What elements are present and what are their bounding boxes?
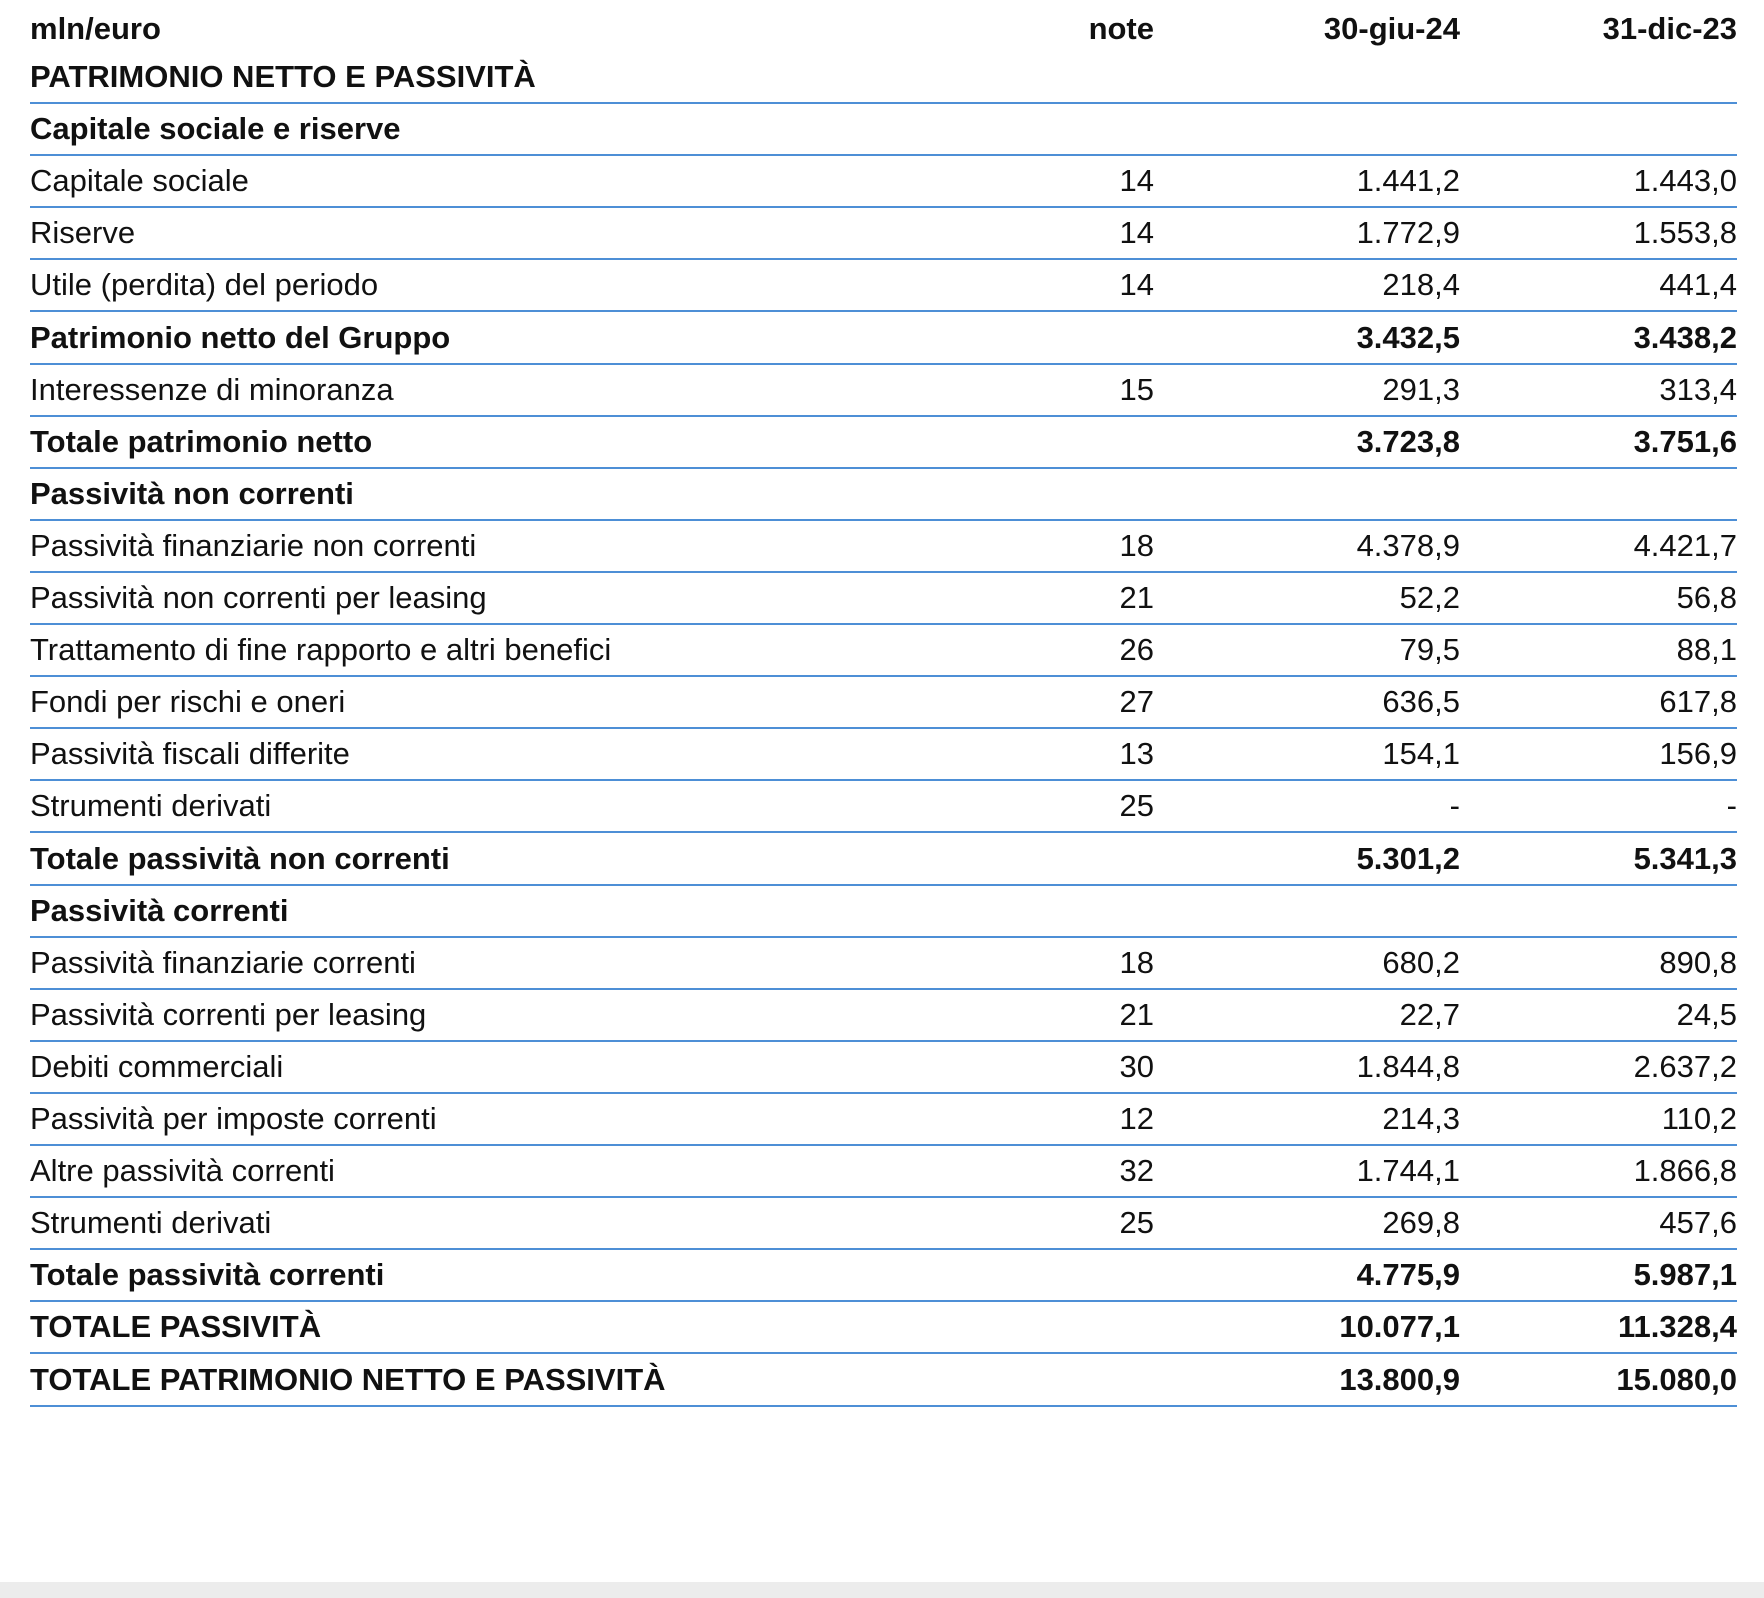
row-note: 27 bbox=[1119, 684, 1154, 720]
row-value-30-giu-24 bbox=[1154, 469, 1460, 519]
row-value-30-giu-24: 52,2 bbox=[1399, 580, 1460, 616]
row-label: Passività non correnti per leasing bbox=[30, 580, 487, 616]
row-value-31-dic-23: 3.438,2 bbox=[1633, 319, 1737, 355]
row-value-31-dic-23 bbox=[1460, 469, 1737, 519]
row-value-31-dic-23: 15.080,0 bbox=[1616, 1361, 1737, 1397]
row-value-30-giu-24: 636,5 bbox=[1382, 684, 1460, 720]
row-value-30-giu-24: 1.441,2 bbox=[1356, 163, 1460, 199]
row-value-30-giu-24: 680,2 bbox=[1382, 944, 1460, 980]
row-label: Passività finanziarie non correnti bbox=[30, 527, 477, 563]
note-header: note bbox=[1088, 11, 1154, 46]
row-value-31-dic-23: 3.751,6 bbox=[1633, 423, 1737, 459]
row-note: 21 bbox=[1119, 580, 1154, 616]
row-value-31-dic-23: - bbox=[1726, 788, 1737, 824]
row-value-30-giu-24: 10.077,1 bbox=[1339, 1309, 1460, 1345]
row-label: TOTALE PASSIVITÀ bbox=[30, 1309, 322, 1345]
table-row bbox=[30, 677, 1737, 729]
table-row bbox=[30, 1094, 1737, 1146]
row-value-31-dic-23: 156,9 bbox=[1659, 736, 1737, 772]
row-label: Strumenti derivati bbox=[30, 788, 272, 824]
row-value-31-dic-23: 88,1 bbox=[1676, 632, 1737, 668]
table-row bbox=[30, 104, 1737, 156]
table-row bbox=[30, 886, 1737, 938]
row-label: Totale passività non correnti bbox=[30, 840, 450, 876]
table-row bbox=[30, 1198, 1737, 1250]
row-note: 32 bbox=[1119, 1153, 1154, 1189]
row-value-31-dic-23: 1.866,8 bbox=[1633, 1153, 1737, 1189]
row-label: Fondi per rischi e oneri bbox=[30, 684, 346, 720]
row-label: Capitale sociale bbox=[30, 163, 249, 199]
table-row bbox=[30, 990, 1737, 1042]
table-row bbox=[30, 625, 1737, 677]
row-value-31-dic-23: 11.328,4 bbox=[1618, 1309, 1737, 1345]
unit-header: mln/euro bbox=[30, 11, 161, 46]
row-label: Interessenze di minoranza bbox=[30, 371, 394, 407]
row-value-31-dic-23: 1.553,8 bbox=[1633, 215, 1737, 251]
row-value-30-giu-24: 269,8 bbox=[1382, 1205, 1460, 1241]
row-label: Capitale sociale e riserve bbox=[30, 111, 401, 147]
row-label: Totale passività correnti bbox=[30, 1257, 385, 1293]
row-label: Strumenti derivati bbox=[30, 1205, 272, 1241]
table-row bbox=[30, 938, 1737, 990]
row-value-30-giu-24 bbox=[1154, 886, 1460, 936]
row-note: 14 bbox=[1119, 163, 1154, 199]
table-row bbox=[30, 521, 1737, 573]
row-value-31-dic-23: 24,5 bbox=[1676, 996, 1737, 1032]
row-label: Passività correnti per leasing bbox=[30, 996, 427, 1032]
row-note: 21 bbox=[1119, 996, 1154, 1032]
row-value-30-giu-24: 1.744,1 bbox=[1356, 1153, 1460, 1189]
table-row bbox=[30, 1146, 1737, 1198]
table-row bbox=[30, 365, 1737, 417]
row-note bbox=[930, 886, 1154, 936]
row-value-31-dic-23: 4.421,7 bbox=[1633, 527, 1737, 563]
table-row bbox=[30, 834, 1737, 886]
row-value-31-dic-23: 457,6 bbox=[1659, 1205, 1737, 1241]
row-value-30-giu-24: 4.378,9 bbox=[1356, 527, 1460, 563]
row-note: 25 bbox=[1119, 1205, 1154, 1241]
row-value-30-giu-24: 79,5 bbox=[1399, 632, 1460, 668]
row-note bbox=[930, 417, 1154, 467]
row-note: 15 bbox=[1119, 371, 1154, 407]
row-label: PATRIMONIO NETTO E PASSIVITÀ bbox=[30, 59, 536, 95]
table-row bbox=[30, 260, 1737, 312]
row-note bbox=[930, 834, 1154, 884]
row-value-31-dic-23: 2.637,2 bbox=[1633, 1048, 1737, 1084]
row-value-31-dic-23 bbox=[1460, 886, 1737, 936]
column-header-31-dic-23: 31-dic-23 bbox=[1602, 11, 1737, 46]
row-value-30-giu-24: 291,3 bbox=[1382, 371, 1460, 407]
row-value-30-giu-24: 3.432,5 bbox=[1356, 319, 1460, 355]
row-note bbox=[930, 104, 1154, 154]
row-value-30-giu-24: 13.800,9 bbox=[1339, 1361, 1460, 1397]
table-row bbox=[30, 729, 1737, 781]
row-note: 30 bbox=[1119, 1048, 1154, 1084]
row-value-30-giu-24: - bbox=[1449, 788, 1460, 824]
row-label: Trattamento di fine rapporto e altri benefici bbox=[30, 632, 612, 668]
row-note: 13 bbox=[1119, 736, 1154, 772]
row-value-30-giu-24: 154,1 bbox=[1382, 736, 1460, 772]
row-value-30-giu-24: 214,3 bbox=[1382, 1101, 1460, 1137]
table-header-row bbox=[30, 0, 1737, 58]
row-value-30-giu-24: 218,4 bbox=[1382, 267, 1460, 303]
row-note bbox=[930, 313, 1154, 363]
row-label: Passività correnti bbox=[30, 892, 289, 928]
row-note bbox=[930, 1355, 1154, 1405]
row-value-30-giu-24: 4.775,9 bbox=[1356, 1257, 1460, 1293]
row-label: Utile (perdita) del periodo bbox=[30, 267, 379, 303]
row-value-31-dic-23: 110,2 bbox=[1661, 1101, 1737, 1137]
row-label: Patrimonio netto del Gruppo bbox=[30, 319, 451, 355]
table-row bbox=[30, 208, 1737, 260]
row-value-30-giu-24 bbox=[1154, 104, 1460, 154]
table-row bbox=[30, 1355, 1737, 1407]
row-value-31-dic-23: 5.341,3 bbox=[1633, 840, 1737, 876]
row-value-31-dic-23: 56,8 bbox=[1676, 580, 1737, 616]
row-note: 26 bbox=[1119, 632, 1154, 668]
row-note: 14 bbox=[1119, 267, 1154, 303]
table-row bbox=[30, 313, 1737, 365]
row-label: Passività fiscali differite bbox=[30, 736, 350, 772]
row-value-30-giu-24: 3.723,8 bbox=[1356, 423, 1460, 459]
table-row bbox=[30, 573, 1737, 625]
row-value-31-dic-23: 890,8 bbox=[1659, 944, 1737, 980]
row-value-30-giu-24: 5.301,2 bbox=[1356, 840, 1460, 876]
row-value-31-dic-23 bbox=[1460, 52, 1737, 102]
row-note bbox=[930, 469, 1154, 519]
row-value-30-giu-24: 1.772,9 bbox=[1356, 215, 1460, 251]
row-note: 25 bbox=[1119, 788, 1154, 824]
row-label: Altre passività correnti bbox=[30, 1153, 335, 1189]
row-value-31-dic-23: 313,4 bbox=[1659, 371, 1737, 407]
row-label: Totale patrimonio netto bbox=[30, 423, 373, 459]
row-note bbox=[930, 1250, 1154, 1300]
row-value-30-giu-24 bbox=[1154, 52, 1460, 102]
table-row bbox=[30, 1302, 1737, 1354]
bottom-edge-shade bbox=[0, 1582, 1764, 1598]
row-value-31-dic-23 bbox=[1460, 104, 1737, 154]
row-note bbox=[930, 52, 1154, 102]
row-label: Passività non correnti bbox=[30, 475, 354, 511]
table-row bbox=[30, 52, 1737, 104]
row-label: Riserve bbox=[30, 215, 136, 251]
row-label: Passività per imposte correnti bbox=[30, 1101, 437, 1137]
table-row bbox=[30, 1250, 1737, 1302]
row-note: 18 bbox=[1119, 944, 1154, 980]
row-value-30-giu-24: 1.844,8 bbox=[1356, 1048, 1460, 1084]
row-note: 14 bbox=[1119, 215, 1154, 251]
row-label: Passività finanziarie correnti bbox=[30, 944, 416, 980]
row-label: TOTALE PATRIMONIO NETTO E PASSIVITÀ bbox=[30, 1361, 666, 1397]
row-note: 18 bbox=[1119, 527, 1154, 563]
table-row bbox=[30, 781, 1737, 833]
row-label: Debiti commerciali bbox=[30, 1048, 284, 1084]
row-note: 12 bbox=[1119, 1101, 1154, 1137]
row-value-31-dic-23: 5.987,1 bbox=[1633, 1257, 1737, 1293]
row-value-31-dic-23: 441,4 bbox=[1659, 267, 1737, 303]
table-row bbox=[30, 469, 1737, 521]
row-note bbox=[930, 1302, 1154, 1352]
table-row bbox=[30, 156, 1737, 208]
row-value-31-dic-23: 617,8 bbox=[1659, 684, 1737, 720]
table-row bbox=[30, 417, 1737, 469]
row-value-31-dic-23: 1.443,0 bbox=[1633, 163, 1737, 199]
column-header-30-giu-24: 30-giu-24 bbox=[1323, 11, 1460, 46]
table-row bbox=[30, 1042, 1737, 1094]
row-value-30-giu-24: 22,7 bbox=[1399, 996, 1460, 1032]
